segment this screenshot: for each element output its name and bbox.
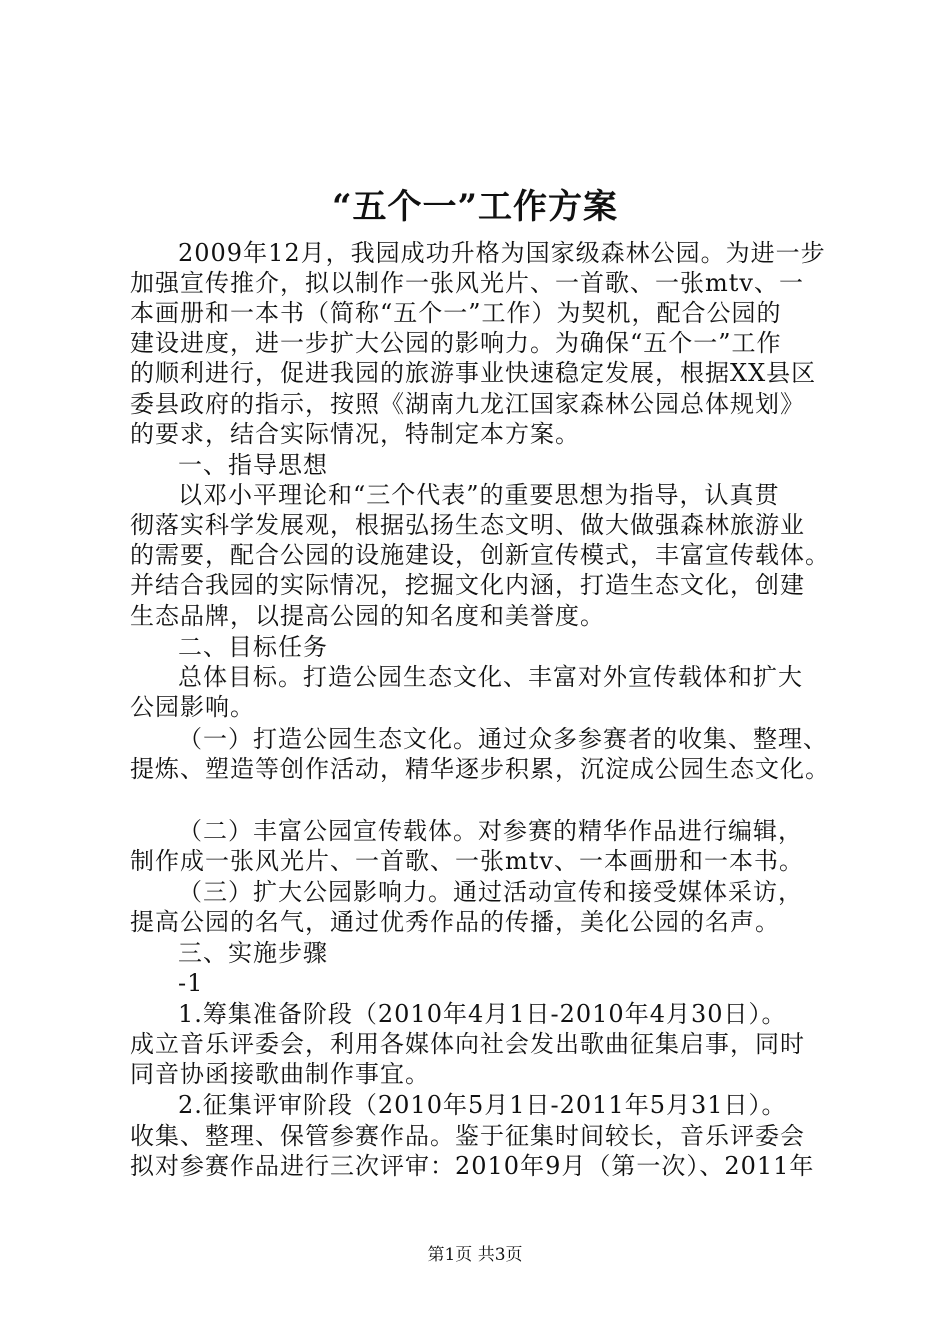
section-heading: 一、指导思想 [178,451,328,479]
body-line: （一）打造公园生态文化。通过众多参赛者的收集、整理、 [178,725,828,753]
body-line: 成立音乐评委会，利用各媒体向社会发出歌曲征集启事，同时 [130,1030,805,1058]
body-line: 的顺利进行，促进我园的旅游事业快速稳定发展，根据XX县区 [130,359,817,387]
section-heading: 三、实施步骤 [178,939,328,967]
body-line: 委县政府的指示，按照《湖南九龙江国家森林公园总体规划》 [130,390,805,418]
section-heading: 二、目标任务 [178,633,328,661]
page-footer: 第1页 共3页 [427,1245,523,1265]
body-line: 的要求，结合实际情况，特制定本方案。 [130,420,580,448]
step-marker: -1 [178,969,204,997]
body-line: 以邓小平理论和“三个代表”的重要思想为指导，认真贯 [178,481,780,509]
body-line: 彻落实科学发展观，根据弘扬生态文明、做大做强森林旅游业 [130,511,805,539]
body-line: 建设进度，进一步扩大公园的影响力。为确保“五个一”工作 [130,329,782,357]
body-line: 拟对参赛作品进行三次评审：2010年9月（第一次）、2011年 [130,1152,815,1180]
body-line: 制作成一张风光片、一首歌、一张mtv、一本画册和一本书。 [130,847,804,875]
body-line: 2.征集评审阶段（2010年5月1日-2011年5月31日）。 [178,1091,787,1119]
body-line: 总体目标。打造公园生态文化、丰富对外宣传载体和扩大 [178,663,803,691]
body-line: 提高公园的名气，通过优秀作品的传播，美化公园的名声。 [130,908,780,936]
body-line: （三）扩大公园影响力。通过活动宣传和接受媒体采访， [178,878,803,906]
body-line: 公园影响。 [130,693,255,721]
body-line: 提炼、塑造等创作活动，精华逐步积累，沉淀成公园生态文化。 [130,755,830,783]
body-line: 1.筹集准备阶段（2010年4月1日-2010年4月30日）。 [178,1000,787,1028]
body-line: 加强宣传推介，拟以制作一张风光片、一首歌、一张mtv、一 [130,269,804,297]
body-line: 并结合我园的实际情况，挖掘文化内涵，打造生态文化，创建 [130,571,805,599]
body-line: 2009年12月，我园成功升格为国家级森林公园。为进一步 [178,239,826,267]
body-line: （二）丰富公园宣传载体。对参赛的精华作品进行编辑， [178,817,803,845]
body-line: 的需要，配合公园的设施建设，创新宣传模式，丰富宣传载体。 [130,541,830,569]
body-line: 生态品牌，以提高公园的知名度和美誉度。 [130,602,605,630]
body-line: 本画册和一本书（简称“五个一”工作）为契机，配合公园的 [130,299,782,327]
document-title: “五个一”工作方案 [331,187,619,227]
body-line: 收集、整理、保管参赛作品。鉴于征集时间较长，音乐评委会 [130,1122,805,1150]
body-line: 同音协函接歌曲制作事宜。 [130,1060,430,1088]
